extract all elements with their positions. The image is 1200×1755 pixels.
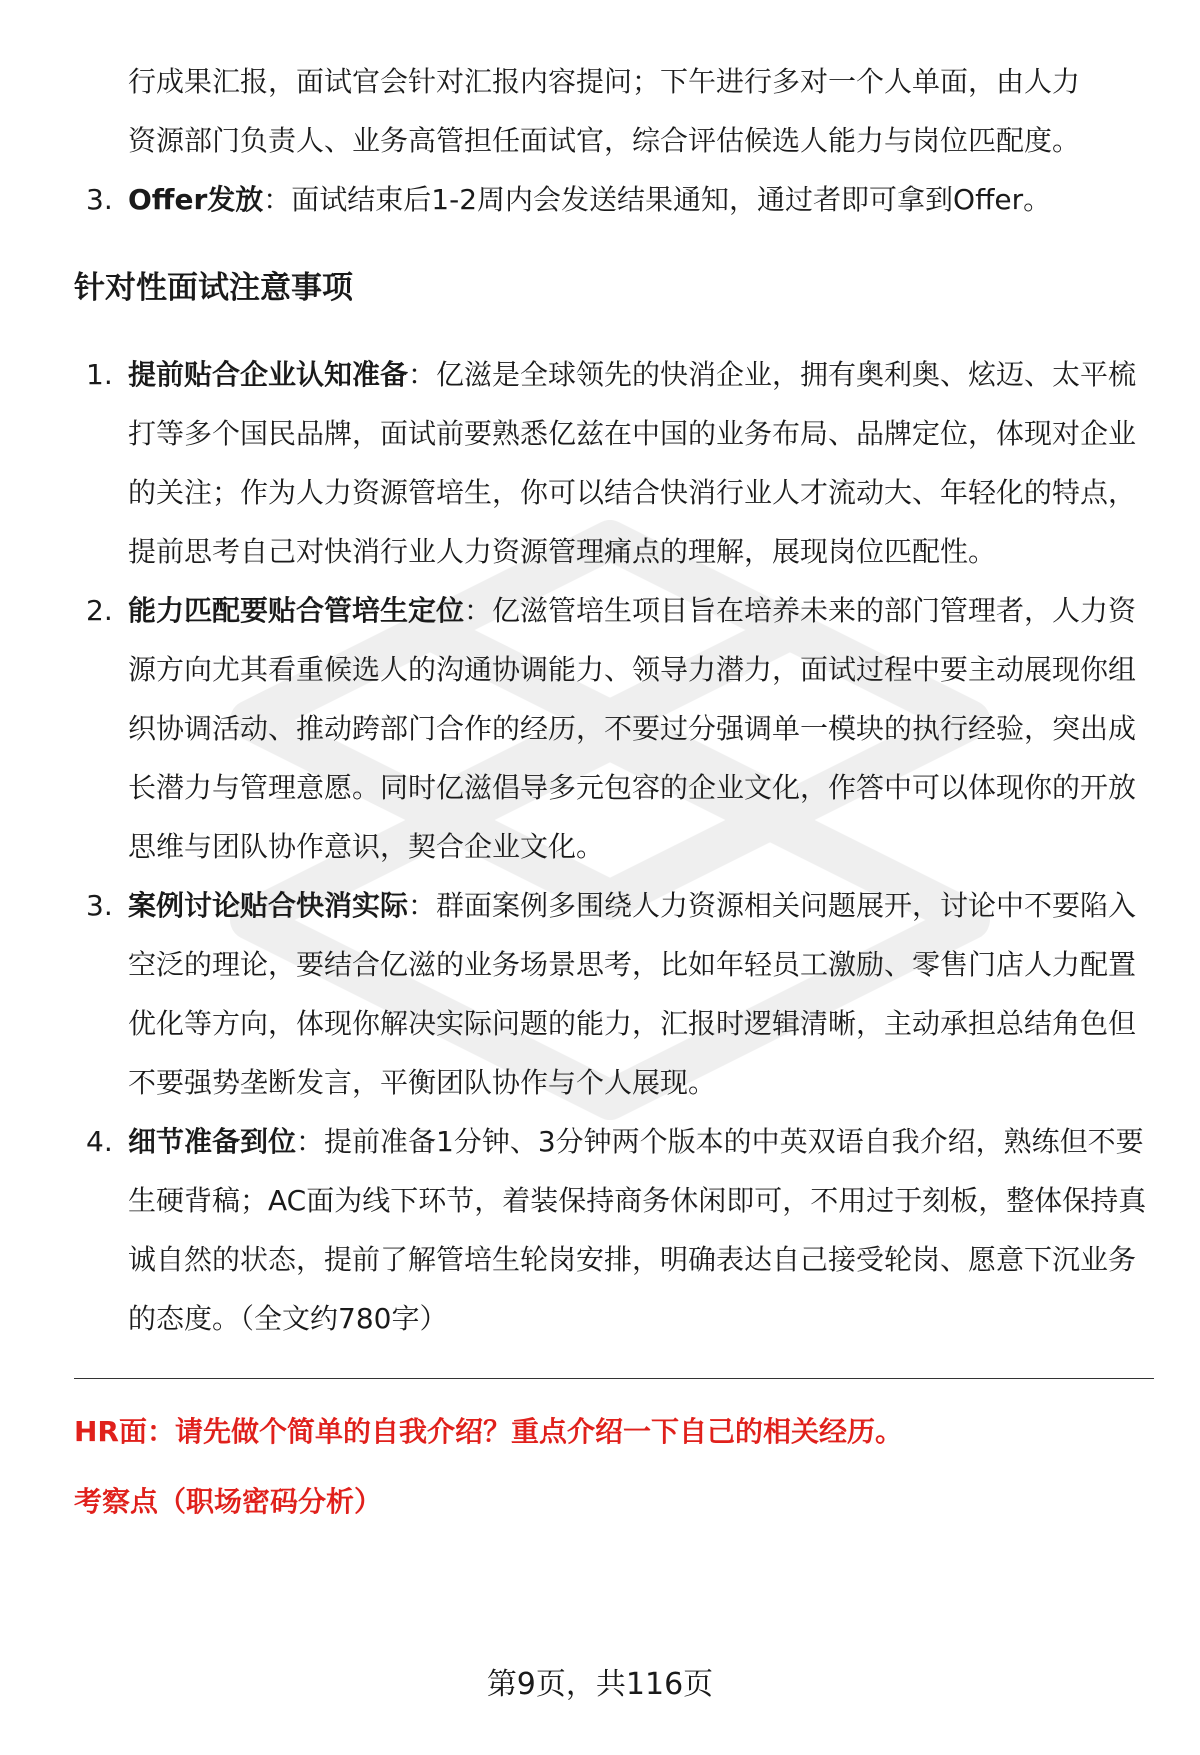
list-number: 1. <box>86 358 113 391</box>
document-body <box>74 52 1154 1547</box>
list-text: ：面试结束后1-2周内会发送结果通知，通过者即可拿到Offer。 <box>263 183 1052 216</box>
hr-question: HR面：请先做个简单的自我介绍？重点介绍一下自己的相关经历。 <box>74 1415 903 1448</box>
analysis-heading: 考察点（职场密码分析） <box>74 1485 383 1518</box>
list-text: ：群面案例多围绕人力资源相关问题展开，讨论中不要陷入空泛的理论，要结合亿滋的业务场景思考，比如年轻员工激励、零售门店人力配置优化等方向，体现你解决实际问题的能力，汇报时逻辑清晰，主动承担总结角色但不要强势垄断发言，平衡团队协作与个人展现。 <box>128 889 1137 1099</box>
list-number: 4. <box>86 1125 113 1158</box>
tip-list-item <box>74 876 1154 1112</box>
process-list-item <box>74 170 1154 229</box>
list-term: 能力匹配要贴合管培生定位 <box>128 594 465 627</box>
list-term: 细节准备到位 <box>128 1125 297 1158</box>
section-divider <box>74 1378 1154 1379</box>
list-text: ：亿滋管培生项目旨在培养未来的部门管理者，人力资源方向尤其看重候选人的沟通协调能力、领导力潜力，面试过程中要主动展现你组织协调活动、推动跨部门合作的经历，不要过分强调单一模块的执行经验，突出成长潜力与管理意愿。同时亿滋倡导多元包容的企业文化，作答中可以体现你的开放思维与团队协作意识，契合企业文化。 <box>128 594 1137 863</box>
list-text: ：提前准备1分钟、3分钟两个版本的中英双语自我介绍，熟练但不要生硬背稿；AC面为线下环节，着装保持商务休闲即可，不用过于刻板，整体保持真诚自然的状态，提前了解管培生轮岗安排，明确表达自己接受轮岗、愿意下沉业务的态度。（全文约780字） <box>128 1125 1147 1335</box>
list-text: ：亿滋是全球领先的快消企业，拥有奥利奥、炫迈、太平梳打等多个国民品牌，面试前要熟悉亿兹在中国的业务布局、品牌定位，体现对企业的关注；作为人力资源管培生，你可以结合快消行业人才流动大、年轻化的特点，提前思考自己对快消行业人力资源管理痛点的理解，展现岗位匹配性。 <box>128 358 1137 568</box>
section-title: 针对性面试注意事项 <box>74 270 353 306</box>
list-number: 3. <box>86 183 113 216</box>
intro-line: 行成果汇报，面试官会针对汇报内容提问；下午进行多对一个人单面，由人力 <box>128 65 1081 98</box>
list-number: 3. <box>86 889 113 922</box>
tip-list-item <box>74 345 1154 581</box>
list-term: Offer发放 <box>128 183 264 216</box>
tip-list-item <box>74 581 1154 876</box>
intro-paragraph <box>74 52 1154 170</box>
page-number: 第9页，共116页 <box>486 1667 714 1702</box>
list-term: 提前贴合企业认知准备 <box>128 358 409 391</box>
list-term: 案例讨论贴合快消实际 <box>128 889 409 922</box>
tip-list-item <box>74 1112 1154 1348</box>
tips-list <box>74 345 1154 1348</box>
list-number: 2. <box>86 594 113 627</box>
intro-line: 资源部门负责人、业务高管担任面试官，综合评估候选人能力与岗位匹配度。 <box>128 124 1081 157</box>
